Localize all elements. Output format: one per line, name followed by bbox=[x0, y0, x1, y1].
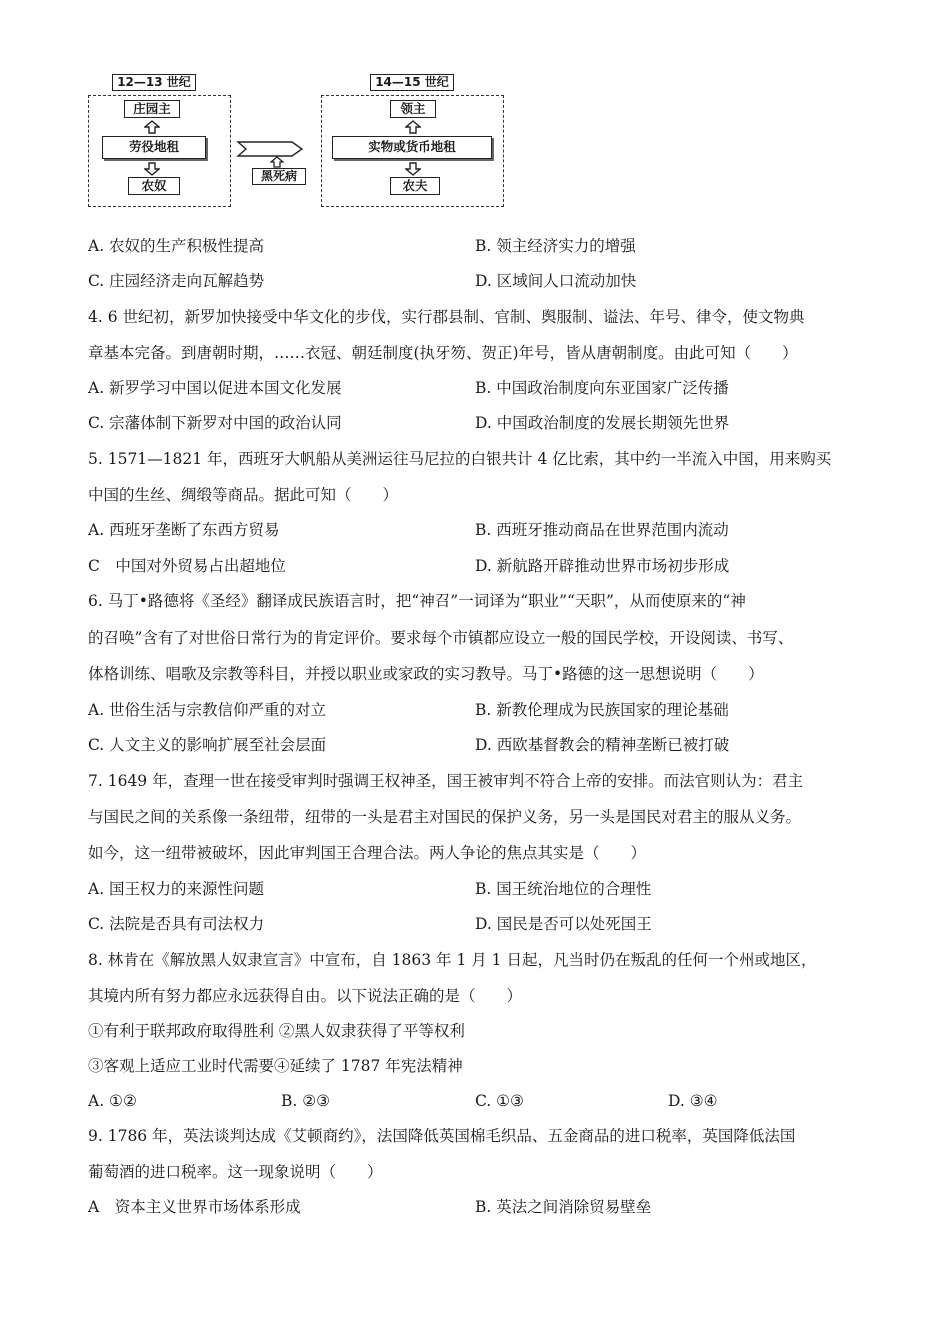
left-middle-box: 劳役地租 bbox=[102, 136, 206, 159]
q4-option-c: C. 宗藩体制下新罗对中国的政治认同 bbox=[88, 414, 342, 432]
q8-statement-line1: ①有利于联邦政府取得胜利 ②黑人奴隶获得了平等权利 bbox=[88, 1022, 465, 1040]
q5-option-c: C 中国对外贸易占出超地位 bbox=[88, 557, 286, 575]
q3-option-a: A. 农奴的生产积极性提高 bbox=[88, 237, 265, 255]
q9-option-a: A 资本主义世界市场体系形成 bbox=[88, 1198, 301, 1216]
q5-stem-line2: 中国的生丝、绸缎等商品。据此可知（ ） bbox=[88, 486, 399, 504]
q7-option-c: C. 法院是否具有司法权力 bbox=[88, 915, 265, 933]
q6-stem-line1: 6. 马丁•路德将《圣经》翻译成民族语言时，把“神召”一词译为“职业”“天职”，从而使原来的“神 bbox=[88, 592, 746, 610]
q4-option-b: B. 中国政治制度向东亚国家广泛传播 bbox=[475, 379, 729, 397]
q7-stem-line1: 7. 1649 年，查理一世在接受审判时强调王权神圣，国王被审判不符合上帝的安排。而法官则认为：君主 bbox=[88, 772, 804, 790]
right-middle-box: 实物或货币地租 bbox=[332, 136, 492, 159]
q8-option-d: D. ③④ bbox=[668, 1092, 718, 1110]
q6-option-d: D. 西欧基督教会的精神垄断已被打破 bbox=[475, 736, 730, 754]
q5-option-d: D. 新航路开辟推动世界市场初步形成 bbox=[475, 557, 730, 575]
q8-option-a: A. ①② bbox=[88, 1092, 137, 1110]
q8-stem-line2: 其境内所有努力都应永远获得自由。以下说法正确的是（ ） bbox=[88, 987, 523, 1005]
q3-option-b: B. 领主经济实力的增强 bbox=[475, 237, 636, 255]
right-period-label: 14—15 世纪 bbox=[370, 74, 454, 91]
q3-option-c: C. 庄园经济走向瓦解趋势 bbox=[88, 272, 265, 290]
left-top-box: 庄园主 bbox=[124, 100, 180, 118]
right-bottom-box: 农夫 bbox=[390, 177, 440, 195]
transition-label: 黑死病 bbox=[252, 168, 306, 185]
left-down-arrow-icon bbox=[144, 162, 160, 176]
q6-option-c: C. 人文主义的影响扩展至社会层面 bbox=[88, 736, 327, 754]
right-down-arrow-icon bbox=[405, 162, 421, 176]
manor-rent-diagram bbox=[80, 70, 520, 215]
q5-option-b: B. 西班牙推动商品在世界范围内流动 bbox=[475, 521, 729, 539]
q6-stem-line3: 体格训练、唱歌及宗教等科目，并授以职业或家政的实习教导。马丁•路德的这一思想说明（ ） bbox=[88, 665, 764, 683]
q5-option-a: A. 西班牙垄断了东西方贸易 bbox=[88, 521, 280, 539]
q9-stem-line2: 葡萄酒的进口税率。这一现象说明（ ） bbox=[88, 1163, 383, 1181]
q7-stem-line3: 如今，这一纽带被破坏，因此审判国王合理合法。两人争论的焦点其实是（ ） bbox=[88, 844, 647, 862]
q9-option-b: B. 英法之间消除贸易壁垒 bbox=[475, 1198, 652, 1216]
q3-option-d: D. 区域间人口流动加快 bbox=[475, 272, 637, 290]
q7-option-a: A. 国王权力的来源性问题 bbox=[88, 880, 265, 898]
q9-stem-line1: 9. 1786 年，英法谈判达成《艾顿商约》，法国降低英国棉毛织品、五金商品的进口税率，英国降低法国 bbox=[88, 1127, 796, 1145]
q8-option-b: B. ②③ bbox=[281, 1092, 331, 1110]
right-top-box: 领主 bbox=[390, 100, 436, 118]
q6-option-a: A. 世俗生活与宗教信仰严重的对立 bbox=[88, 701, 327, 719]
q4-option-d: D. 中国政治制度的发展长期领先世界 bbox=[475, 414, 730, 432]
q4-option-a: A. 新罗学习中国以促进本国文化发展 bbox=[88, 379, 342, 397]
q4-stem-line1: 4. 6 世纪初，新罗加快接受中华文化的步伐，实行郡县制、官制、舆服制、谥法、年号、律令，使文物典 bbox=[88, 308, 805, 326]
q8-stem-line1: 8. 林肯在《解放黑人奴隶宣言》中宣布，自 1863 年 1 月 1 日起，凡当时仍在叛乱的任何一个州或地区， bbox=[88, 951, 817, 969]
left-bottom-box: 农奴 bbox=[128, 177, 180, 195]
q5-stem-line1: 5. 1571—1821 年，西班牙大帆船从美洲运往马尼拉的白银共计 4 亿比索，其中约一半流入中国，用来购买 bbox=[88, 450, 832, 468]
q7-stem-line2: 与国民之间的关系像一条纽带，纽带的一头是君主对国民的保护义务，另一头是国民对君主的服从义务。 bbox=[88, 808, 802, 826]
q4-stem-line2: 章基本完备。到唐朝时期，……衣冠、朝廷制度(执牙笏、贺正)年号，皆从唐朝制度。由此可知（ ） bbox=[88, 344, 798, 362]
q7-option-b: B. 国王统治地位的合理性 bbox=[475, 880, 652, 898]
q8-statement-line2: ③客观上适应工业时代需要④延续了 1787 年宪法精神 bbox=[88, 1057, 463, 1075]
left-period-label: 12—13 世纪 bbox=[112, 74, 196, 91]
q6-stem-line2: 的召唤”含有了对世俗日常行为的肯定评价。要求每个市镇都应设立一般的国民学校，开设阅读、书写、 bbox=[88, 629, 794, 647]
q6-option-b: B. 新教伦理成为民族国家的理论基础 bbox=[475, 701, 729, 719]
transition-up-arrow-icon bbox=[270, 156, 284, 168]
left-up-arrow-icon bbox=[144, 120, 160, 134]
right-up-arrow-icon bbox=[405, 120, 421, 134]
q7-option-d: D. 国民是否可以处死国王 bbox=[475, 915, 652, 933]
q8-option-c: C. ①③ bbox=[475, 1092, 524, 1110]
